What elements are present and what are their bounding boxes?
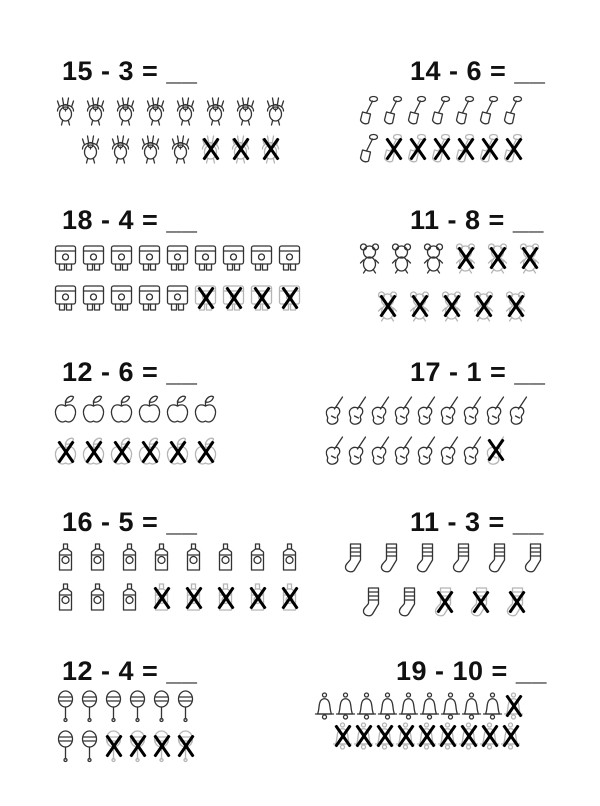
turkey-icon xyxy=(258,133,283,165)
teddy-bear-icon xyxy=(375,290,400,322)
cross-out-mark xyxy=(453,242,478,274)
glue-bottle-icon xyxy=(181,542,206,574)
equation: 18 - 4 = __ xyxy=(62,205,198,235)
violin-icon xyxy=(368,394,393,426)
lunchbox-icon xyxy=(221,242,246,274)
glue-bottle-icon xyxy=(149,542,174,574)
glue-bottle-icon xyxy=(149,582,174,614)
turkey-icon xyxy=(143,95,168,127)
turkey-icon xyxy=(53,95,78,127)
lunchbox-icon xyxy=(221,282,246,314)
cross-out-mark xyxy=(405,133,430,165)
sock-icon xyxy=(486,542,511,574)
cross-out-mark xyxy=(504,586,529,618)
turkey-icon xyxy=(108,133,133,165)
cross-out-mark xyxy=(483,434,508,466)
violin-icon xyxy=(368,434,393,466)
cross-out-mark xyxy=(258,133,283,165)
lunchbox-icon xyxy=(277,242,302,274)
shovel-icon xyxy=(405,133,430,165)
cross-out-mark xyxy=(517,242,542,274)
shovel-icon xyxy=(477,133,502,165)
shovel-icon xyxy=(357,133,382,165)
maraca-icon xyxy=(149,730,174,762)
cross-out-mark xyxy=(429,133,454,165)
violin-icon xyxy=(506,394,531,426)
teddy-bear-icon xyxy=(389,242,414,274)
shovel-icon xyxy=(381,95,406,127)
sock-icon xyxy=(378,542,403,574)
shovel-icon xyxy=(477,95,502,127)
cross-out-mark xyxy=(137,436,162,468)
cross-out-mark xyxy=(277,582,302,614)
turkey-icon xyxy=(203,95,228,127)
sock-icon xyxy=(504,586,529,618)
violin-icon xyxy=(437,394,462,426)
equation: 11 - 8 = __ xyxy=(410,205,544,235)
cross-out-mark xyxy=(498,720,523,752)
glue-bottle-icon xyxy=(277,542,302,574)
lunchbox-icon xyxy=(53,282,78,314)
cross-out-mark xyxy=(375,290,400,322)
teddy-bear-icon xyxy=(471,290,496,322)
shovel-icon xyxy=(405,95,430,127)
teddy-bear-icon xyxy=(357,242,382,274)
violin-icon xyxy=(414,434,439,466)
lunchbox-icon xyxy=(53,242,78,274)
lunchbox-icon xyxy=(165,282,190,314)
sock-icon xyxy=(468,586,493,618)
glue-bottle-icon xyxy=(85,542,110,574)
lunchbox-icon xyxy=(109,242,134,274)
apple-icon xyxy=(109,436,134,468)
lunchbox-icon xyxy=(109,282,134,314)
equation: 15 - 3 = __ xyxy=(62,56,198,86)
shovel-icon xyxy=(429,133,454,165)
glue-bottle-icon xyxy=(117,582,142,614)
cross-out-mark xyxy=(53,436,78,468)
cross-out-mark xyxy=(501,133,526,165)
glue-bottle-icon xyxy=(213,582,238,614)
teddy-bear-icon xyxy=(503,290,528,322)
cross-out-mark xyxy=(477,133,502,165)
cross-out-mark xyxy=(173,730,198,762)
lunchbox-icon xyxy=(277,282,302,314)
cross-out-mark xyxy=(109,436,134,468)
cross-out-mark xyxy=(125,730,150,762)
shovel-icon xyxy=(501,95,526,127)
maraca-icon xyxy=(125,730,150,762)
sock-icon xyxy=(396,586,421,618)
maraca-icon xyxy=(173,690,198,722)
lunchbox-icon xyxy=(193,282,218,314)
violin-icon xyxy=(460,394,485,426)
violin-icon xyxy=(414,394,439,426)
glue-bottle-icon xyxy=(245,542,270,574)
cross-out-mark xyxy=(453,133,478,165)
equation: 17 - 1 = __ xyxy=(410,357,546,387)
sock-icon xyxy=(342,542,367,574)
violin-icon xyxy=(322,394,347,426)
cross-out-mark xyxy=(213,582,238,614)
sock-icon xyxy=(450,542,475,574)
turkey-icon xyxy=(83,95,108,127)
cross-out-mark xyxy=(101,730,126,762)
cross-out-mark xyxy=(149,730,174,762)
violin-icon xyxy=(391,394,416,426)
apple-icon xyxy=(137,394,162,426)
glue-bottle-icon xyxy=(277,582,302,614)
maraca-icon xyxy=(77,690,102,722)
equation: 12 - 6 = __ xyxy=(62,357,198,387)
cross-out-mark xyxy=(198,133,223,165)
cross-out-mark xyxy=(381,133,406,165)
lunchbox-icon xyxy=(137,282,162,314)
glue-bottle-icon xyxy=(53,582,78,614)
apple-icon xyxy=(193,436,218,468)
turkey-icon xyxy=(78,133,103,165)
apple-icon xyxy=(165,436,190,468)
teddy-bear-icon xyxy=(439,290,464,322)
teddy-bear-icon xyxy=(485,242,510,274)
apple-icon xyxy=(165,394,190,426)
glue-bottle-icon xyxy=(85,582,110,614)
maraca-icon xyxy=(101,730,126,762)
cross-out-mark xyxy=(503,290,528,322)
lunchbox-icon xyxy=(81,282,106,314)
cross-out-mark xyxy=(485,242,510,274)
turkey-icon xyxy=(228,133,253,165)
bell-icon xyxy=(501,690,526,722)
maraca-icon xyxy=(77,730,102,762)
equation: 11 - 3 = __ xyxy=(410,507,544,537)
cross-out-mark xyxy=(149,582,174,614)
glue-bottle-icon xyxy=(53,542,78,574)
apple-icon xyxy=(81,394,106,426)
lunchbox-icon xyxy=(165,242,190,274)
sock-icon xyxy=(360,586,385,618)
sock-icon xyxy=(414,542,439,574)
shovel-icon xyxy=(453,133,478,165)
violin-icon xyxy=(460,434,485,466)
sock-icon xyxy=(432,586,457,618)
violin-icon xyxy=(345,434,370,466)
lunchbox-icon xyxy=(81,242,106,274)
maraca-icon xyxy=(53,730,78,762)
turkey-icon xyxy=(113,95,138,127)
violin-icon xyxy=(345,394,370,426)
violin-icon xyxy=(483,434,508,466)
glue-bottle-icon xyxy=(117,542,142,574)
violin-icon xyxy=(322,434,347,466)
violin-icon xyxy=(483,394,508,426)
glue-bottle-icon xyxy=(213,542,238,574)
cross-out-mark xyxy=(471,290,496,322)
apple-icon xyxy=(137,436,162,468)
turkey-icon xyxy=(138,133,163,165)
lunchbox-icon xyxy=(137,242,162,274)
shovel-icon xyxy=(501,133,526,165)
cross-out-mark xyxy=(501,690,526,722)
maraca-icon xyxy=(173,730,198,762)
apple-icon xyxy=(109,394,134,426)
cross-out-mark xyxy=(439,290,464,322)
teddy-bear-icon xyxy=(517,242,542,274)
teddy-bear-icon xyxy=(453,242,478,274)
violin-icon xyxy=(437,434,462,466)
violin-icon xyxy=(391,434,416,466)
turkey-icon xyxy=(173,95,198,127)
equation: 12 - 4 = __ xyxy=(62,656,198,686)
equation: 16 - 5 = __ xyxy=(62,507,198,537)
shovel-icon xyxy=(357,95,382,127)
shovel-icon xyxy=(453,95,478,127)
turkey-icon xyxy=(263,95,288,127)
cross-out-mark xyxy=(407,290,432,322)
maraca-icon xyxy=(125,690,150,722)
sock-icon xyxy=(522,542,547,574)
cross-out-mark xyxy=(249,282,274,314)
cross-out-mark xyxy=(181,582,206,614)
turkey-icon xyxy=(168,133,193,165)
cross-out-mark xyxy=(81,436,106,468)
cross-out-mark xyxy=(165,436,190,468)
equation: 19 - 10 = __ xyxy=(396,656,547,686)
apple-icon xyxy=(81,436,106,468)
bell-icon xyxy=(498,720,523,752)
maraca-icon xyxy=(149,690,174,722)
glue-bottle-icon xyxy=(245,582,270,614)
lunchbox-icon xyxy=(193,242,218,274)
maraca-icon xyxy=(101,690,126,722)
cross-out-mark xyxy=(228,133,253,165)
cross-out-mark xyxy=(277,282,302,314)
apple-icon xyxy=(193,394,218,426)
cross-out-mark xyxy=(193,282,218,314)
cross-out-mark xyxy=(193,436,218,468)
cross-out-mark xyxy=(221,282,246,314)
maraca-icon xyxy=(53,690,78,722)
cross-out-mark xyxy=(245,582,270,614)
lunchbox-icon xyxy=(249,242,274,274)
turkey-icon xyxy=(233,95,258,127)
cross-out-mark xyxy=(432,586,457,618)
teddy-bear-icon xyxy=(421,242,446,274)
apple-icon xyxy=(53,394,78,426)
teddy-bear-icon xyxy=(407,290,432,322)
equation: 14 - 6 = __ xyxy=(410,56,546,86)
turkey-icon xyxy=(198,133,223,165)
cross-out-mark xyxy=(468,586,493,618)
apple-icon xyxy=(53,436,78,468)
glue-bottle-icon xyxy=(181,582,206,614)
shovel-icon xyxy=(429,95,454,127)
lunchbox-icon xyxy=(249,282,274,314)
shovel-icon xyxy=(381,133,406,165)
